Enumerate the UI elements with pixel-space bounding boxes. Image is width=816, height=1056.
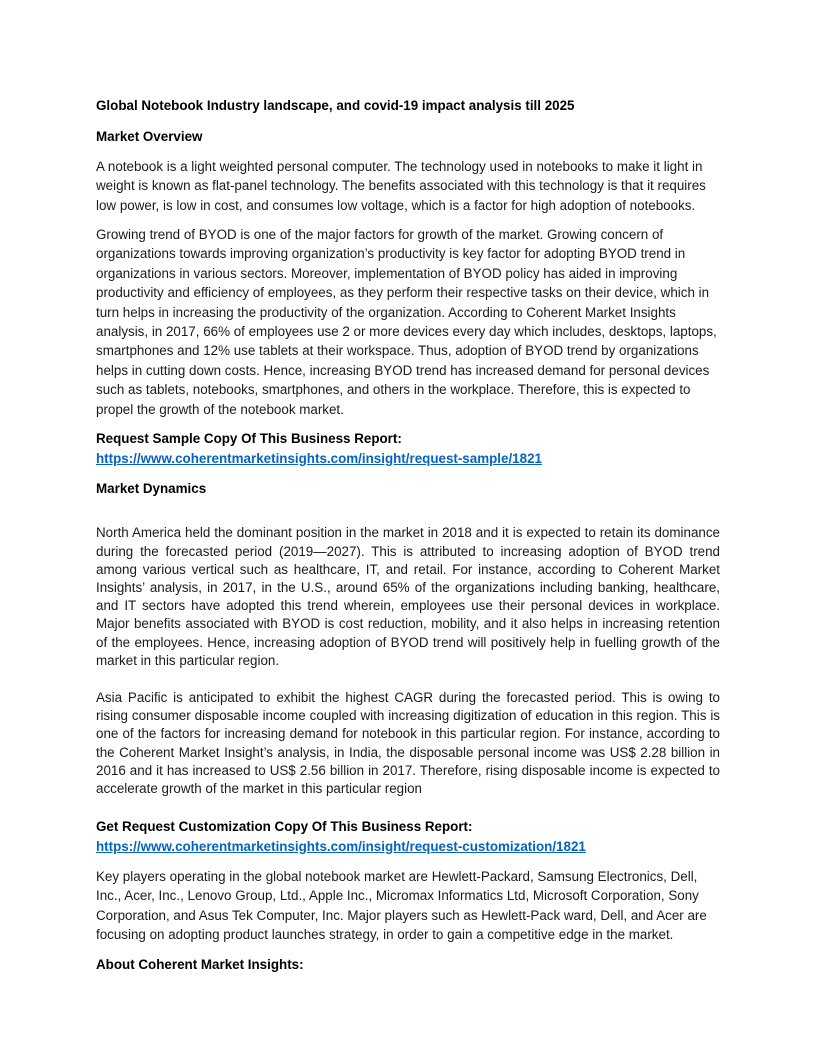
document-title: Global Notebook Industry landscape, and covid-19 impact analysis till 2025 <box>96 98 575 113</box>
request-sample-block <box>96 429 720 468</box>
market-overview-paragraph-1: A notebook is a light weighted personal computer. The technology used in notebooks to make it light in weight is known as flat-panel technology. The benefits associated with this technology is that it requires low power, is low in cost, and consumes low voltage, which is a factor for high adoption of notebooks. <box>96 158 706 213</box>
request-sample-link[interactable]: https://www.coherentmarketinsights.com/insight/request-sample/1821 <box>96 450 542 466</box>
spacer <box>96 508 720 524</box>
spacer <box>96 670 720 689</box>
market-overview-heading: Market Overview <box>96 129 203 145</box>
about-heading: About Coherent Market Insights: <box>96 956 304 972</box>
request-customization-label: Get Request Customization Copy Of This Business Report: <box>96 819 473 835</box>
market-dynamics-heading: Market Dynamics <box>96 480 207 496</box>
market-overview-paragraph-2: Growing trend of BYOD is one of the major factors for growth of the market. Growing concern of organizations towards improving organization’s productivity is key factor for adopting BYOD trend in organizations in various sectors. Moreover, implementation of BYOD policy has aided in improving productivity and efficiency of employees, as they perform their respective tasks on their device, which in turn helps in increasing the productivity of the organization. According to Coherent Market Insights analysis, in 2017, 66% of employees use 2 or more devices every day which includes, desktops, laptops, smartphones and 12% use tablets at their workspace. Thus, adoption of BYOD trend by organizations helps in cutting down costs. Hence, increasing BYOD trend has increased demand for personal devices such as tablets, notebooks, smartphones, and others in the workplace. Therefore, this is expected to propel the growth of the notebook market. <box>96 227 717 417</box>
spacer <box>96 798 720 817</box>
key-players-paragraph: Key players operating in the global notebook market are Hewlett-Packard, Samsung Electronics, Dell, Inc., Acer, Inc., Lenovo Group, Ltd., Apple Inc., Micromax Informatics Ltd, Microsoft Corporation, Sony Corporation, and Asus Tek Computer, Inc. Major players such as Hewlett-Pack ward, Dell, and Acer are focusing on adopting product launches strategy, in order to gain a competitive edge in the market. <box>96 868 707 943</box>
document-page <box>96 96 720 984</box>
request-sample-label: Request Sample Copy Of This Business Report: <box>96 431 402 447</box>
request-customization-link[interactable]: https://www.coherentmarketinsights.com/insight/request-customization/1821 <box>96 838 586 854</box>
market-dynamics-paragraph-1: North America held the dominant position in the market in 2018 and it is expected to retain its dominance during the forecasted period (2019—2027). This is attributed to increasing adoption of BYOD trend among various vertical such as healthcare, IT, and retail. For instance, according to Coherent Market Insights’ analysis, in 2017, in the U.S., around 65% of the organizations including banking, healthcare, and IT sectors have adopted this trend wherein, employees use their personal devices in workplace. Major benefits associated with BYOD is cost reduction, mobility, and it also helps in increasing retention of the employees. Hence, increasing adoption of BYOD trend will positively help in fuelling growth of the market in this particular region. <box>96 525 720 668</box>
market-dynamics-paragraph-2: Asia Pacific is anticipated to exhibit the highest CAGR during the forecasted period. This is owing to rising consumer disposable income coupled with increasing digitization of education in this region. This is one of the factors for increasing demand for notebook in this particular region. For instance, according to the Coherent Market Insight’s analysis, in India, the disposable personal income was US$ 2.28 billion in 2016 and it has increased to US$ 2.56 billion in 2017. Therefore, rising disposable income is expected to accelerate growth of the market in this particular region <box>96 689 720 796</box>
request-customization-block <box>96 817 720 856</box>
